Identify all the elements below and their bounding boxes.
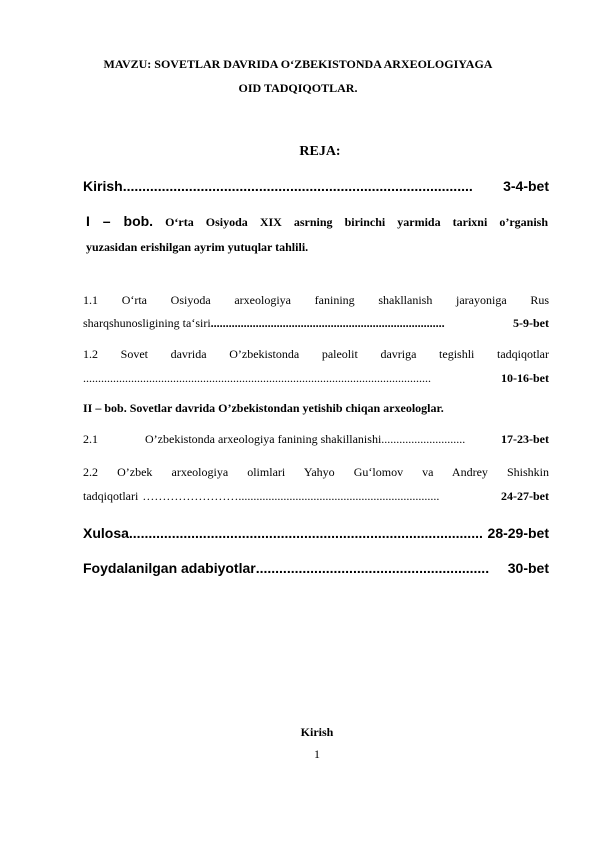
toc-1-2-pages: 10-16-bet — [501, 371, 549, 385]
toc-chapter-1-prefix: I – bob. — [86, 213, 154, 229]
title-line-2: OID TADQIQOTLAR. — [238, 81, 358, 95]
toc-1-2-line-1 — [83, 347, 549, 361]
toc-kirish — [83, 178, 549, 194]
page-number: 1 — [314, 747, 320, 761]
toc-1-1-line-2 — [83, 316, 549, 331]
toc-1-1-num: 1.1 — [83, 293, 98, 307]
toc-chapter-1-line-2: yuzasidan erishilgan ayrim yutuqlar tahlili. — [86, 240, 309, 254]
toc-foydalanilgan — [83, 560, 549, 576]
toc-2-2-ellipsis: …………………… — [142, 489, 239, 503]
toc-2-2-pages: 24-27-bet — [501, 489, 549, 503]
toc-foydalanilgan-leader: ............................................................ — [255, 560, 490, 576]
toc-1-2-leader: .................................................................................................................... — [83, 371, 431, 385]
toc-foydalanilgan-pages: 30-bet — [507, 560, 549, 576]
toc-xulosa-leader: ........................................................................................... — [128, 525, 483, 541]
toc-kirish-label: Kirish — [83, 178, 123, 194]
toc-1-2-title: Sovet davrida O’zbekistonda paleolit davriga tegishli tadqiqotlar — [120, 347, 549, 361]
toc-1-1-pages: 5-9-bet — [513, 316, 549, 330]
toc-2-1-leader: ............................ — [381, 432, 466, 446]
toc-kirish-pages: 3-4-bet — [503, 178, 549, 194]
toc-2-2-leader: ................................................................... — [238, 489, 440, 503]
toc-foydalanilgan-label: Foydalanilgan adabiyotlar — [83, 560, 256, 576]
toc-xulosa-label: Xulosa — [83, 525, 129, 541]
toc-1-2-line-2 — [83, 371, 549, 386]
toc-2-2-num: 2.2 — [83, 465, 98, 479]
toc-1-1-title-2: sharqshunosligining ta‘siri — [83, 316, 211, 330]
toc-2-1-pages: 17-23-bet — [501, 432, 549, 446]
title-line-1: MAVZU: SOVETLAR DAVRIDA O‘ZBEKISTONDA ARXEOLOGIYAGA — [103, 57, 493, 71]
toc-chapter-2: II – bob. Sovetlar davrida O’zbekistondan yetishib chiqan arxeologlar. — [83, 401, 444, 415]
toc-2-1 — [83, 432, 549, 447]
toc-2-2-title-1: O’zbek arxeologiya olimlari Yahyo Gu‘lomov va Andrey Shishkin — [117, 465, 549, 479]
toc-1-2-num: 1.2 — [83, 347, 98, 361]
toc-2-1-title: O’zbekistonda arxeologiya fanining shakillanishi — [145, 432, 382, 446]
toc-2-2-line-1 — [83, 465, 549, 479]
toc-2-2-line-2 — [83, 489, 549, 504]
toc-kirish-leader: .......................................................................................... — [122, 178, 473, 194]
toc-2-2-title-2: tadqiqotlari — [83, 489, 139, 503]
toc-2-1-num: 2.1 — [83, 432, 98, 446]
toc-1-1-line-1 — [83, 293, 549, 307]
toc-1-1-leader: .............................................................................. — [210, 316, 445, 330]
toc-1-1-title-1: O‘rta Osiyoda arxeologiya fanining shakllanish jarayoniga Rus — [121, 293, 550, 307]
reja-heading: REJA: — [299, 144, 341, 159]
toc-chapter-1-title-1: O‘rta Osiyoda XIX asrning birinchi yarmida tarixni o’rganish — [165, 215, 548, 229]
toc-xulosa — [83, 525, 549, 541]
toc-xulosa-pages: 28-29-bet — [487, 525, 549, 541]
kirish-heading: Kirish — [300, 725, 334, 739]
toc-chapter-1-line-1 — [86, 214, 548, 229]
